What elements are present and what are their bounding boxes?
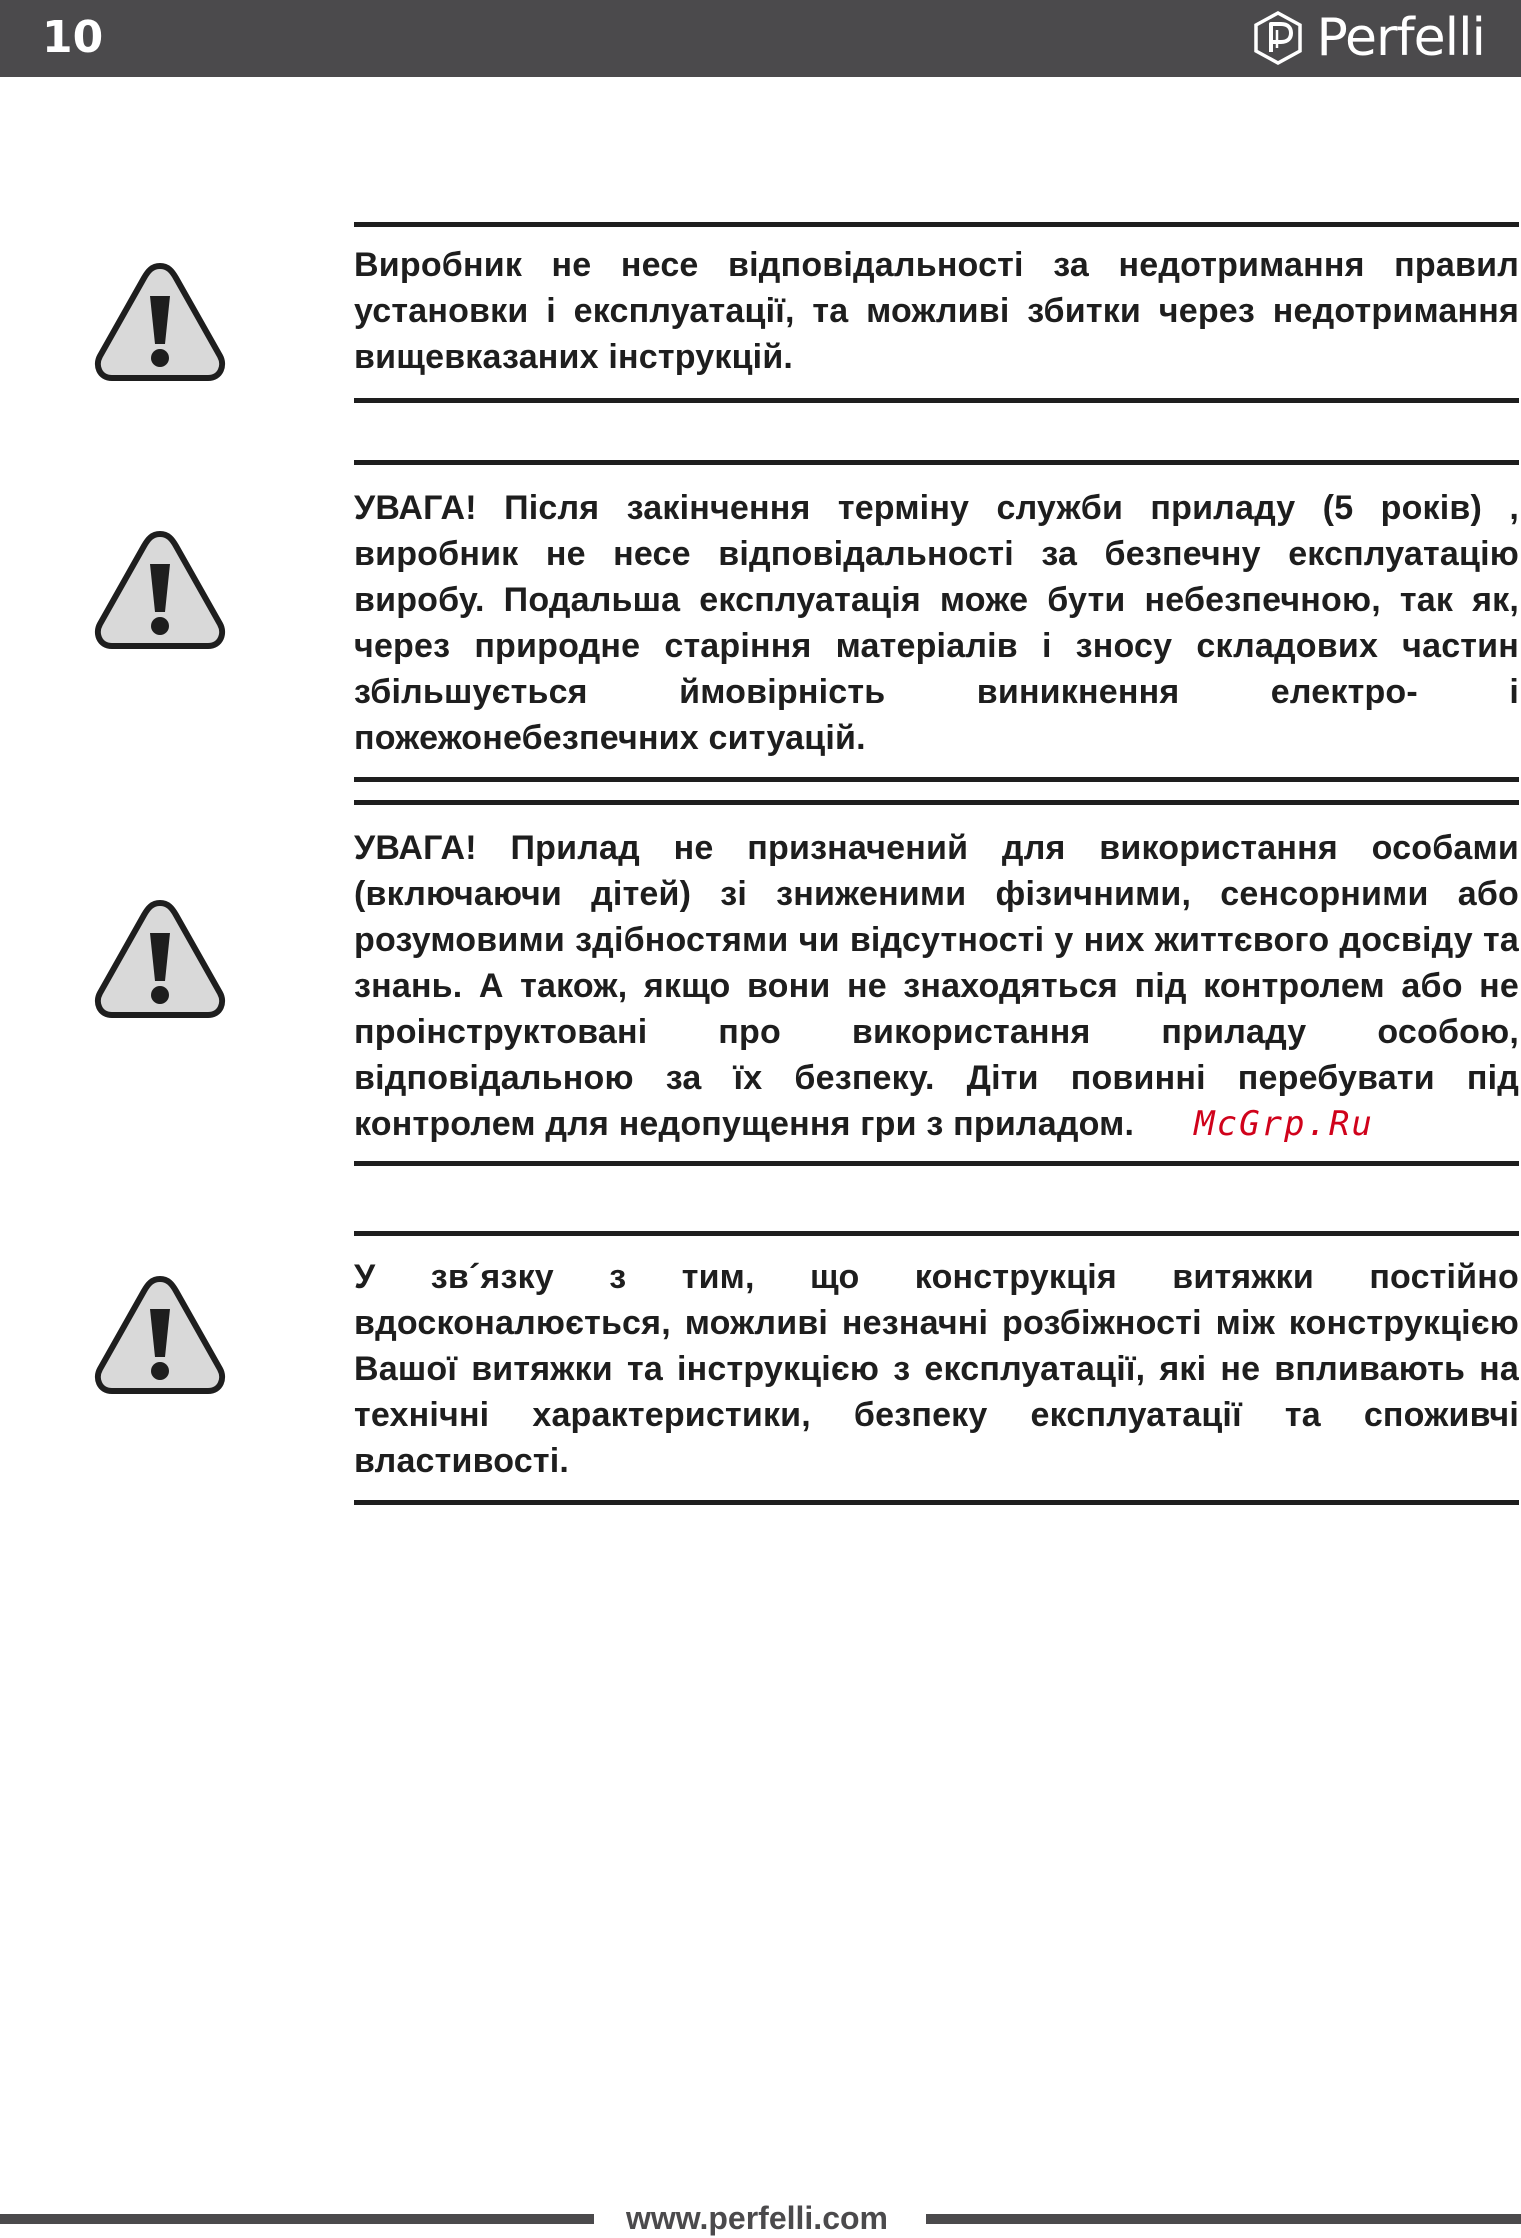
- page-number: 10: [42, 12, 104, 63]
- brand-name: Perfelli: [1316, 8, 1485, 68]
- notice-text: УВАГА! Після закінчення терміну служби приладу (5 років) , виробник не несе відповідальності за безпечну експлуатацію виробу. Подальша експлуатація може бути небезпечною, так як, через природне старіння матеріалів і зносу складових частин збільшується ймовірність виникнення електро- і пожежонебезпечних ситуацій.: [354, 489, 1519, 757]
- warning-triangle-icon: [90, 260, 230, 384]
- warning-triangle-icon: [90, 897, 230, 1021]
- brand-p-icon: [1250, 10, 1306, 66]
- notice-text: Виробник не несе відповідальності за недотримання правил установки і експлуатації, та можливі збитки через недотримання вищевказаних інструкцій.: [354, 246, 1519, 376]
- footer-website-link[interactable]: www.perfelli.com: [626, 2200, 888, 2236]
- notice-text: У зв´язку з тим, що конструкція витяжки постійно вдосконалюється, можливі незначні розбіжності між конструкцією Вашої витяжки та інструкцією з експлуатації, які не впливають на технічні характеристики, безпеку експлуатації та споживчі властивості.: [354, 1258, 1519, 1480]
- footer-rule-right: [926, 2214, 1521, 2224]
- notice-block: [354, 460, 1519, 782]
- notice-block: [354, 1231, 1519, 1505]
- footer-rule-left: [0, 2214, 594, 2224]
- warning-triangle-icon: [90, 528, 230, 652]
- notice-block: [354, 800, 1519, 1166]
- header-bar: [0, 0, 1521, 77]
- watermark: McGrp.Ru: [1194, 1104, 1374, 1144]
- notice-block: [354, 222, 1519, 403]
- notice-text-body: УВАГА! Прилад не призначений для використання особами (включаючи дітей) зі зниженими фізичними, сенсорними або розумовими здібностями чи відсутності у них життєвого досвіду та знань. А також, якщо вони не знаходяться під контролем або не проінструктовані про використання приладу особою, відповідальною за їх безпеку. Діти повинні перебувати під контролем для недопущення гри з приладом.: [354, 829, 1519, 1143]
- notice-text: [354, 825, 1519, 1147]
- warning-triangle-icon: [90, 1273, 230, 1397]
- brand-logo: [1250, 8, 1485, 68]
